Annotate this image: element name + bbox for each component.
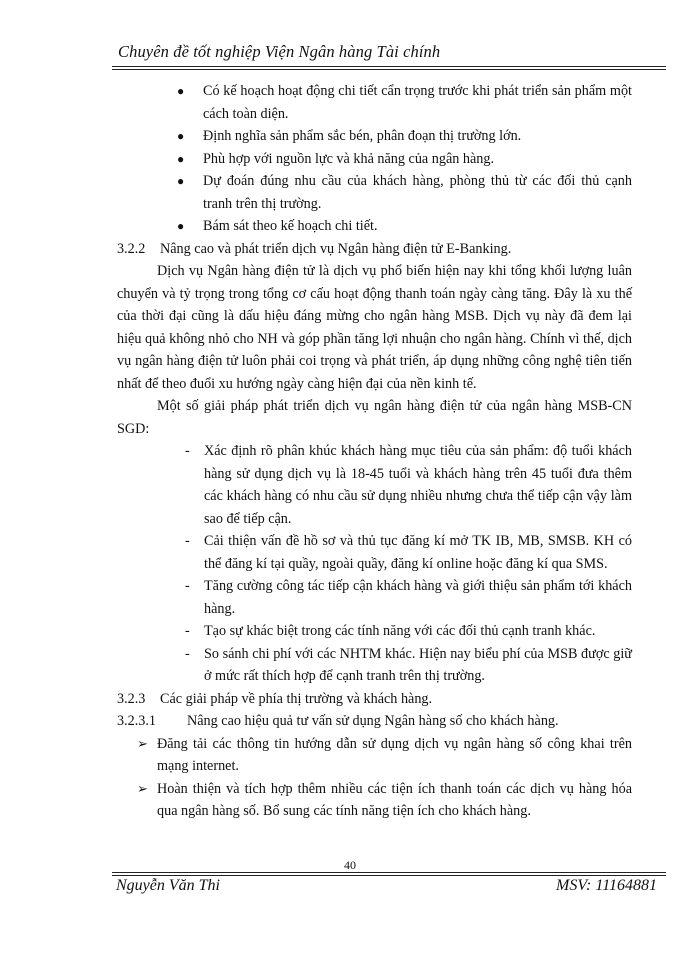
bullet-item: ● Định nghĩa sản phẩm sắc bén, phân đoạn thị trường lớn. — [164, 125, 632, 148]
page-number: 40 — [344, 858, 356, 872]
bullet-item: ● Bám sát theo kế hoạch chi tiết. — [164, 215, 632, 238]
section-heading-3-2-3: 3.2.3 Các giải pháp về phía thị trường và khách hàng. — [117, 690, 433, 707]
dash-item: - So sánh chi phí với các NHTM khác. Hiện nay biểu phí của MSB được giữ ở mức rất thích hợp để cạnh tranh trên thị trường. — [185, 643, 632, 688]
section-heading-3-2-3-1: 3.2.3.1 Nâng cao hiệu quả tư vấn sử dụng Ngân hàng số cho khách hàng. — [117, 713, 559, 729]
header-rule-top — [112, 66, 666, 67]
page-header-title: Chuyên đề tốt nghiệp Viện Ngân hàng Tài chính — [118, 42, 441, 61]
bullet-dot-icon: ● — [177, 174, 185, 188]
footer-author: Nguyễn Văn Thi — [116, 877, 220, 894]
dash-item: - Tạo sự khác biệt trong các tính năng với các đối thủ cạnh tranh khác. — [185, 620, 632, 643]
arrow-right-icon: ➢ — [137, 780, 148, 796]
bullet-dot-icon: ● — [177, 129, 185, 143]
footer-rule-top — [112, 872, 666, 873]
paragraph: Một số giải pháp phát triển dịch vụ ngân hàng điện tử của ngân hàng MSB-CN SGD: — [117, 398, 632, 437]
arrow-item: ➢ Hoàn thiện và tích hợp thêm nhiều các tiện ích thanh toán các dịch vụ hàng hóa qua ngân hàng số. Bổ sung các tính năng tiện ích cho khách hàng. — [137, 778, 632, 823]
bullet-item: ● Phù hợp với nguồn lực và khả năng của ngân hàng. — [164, 148, 632, 171]
bullet-dot-icon: ● — [177, 151, 185, 166]
dash-icon: - — [185, 533, 190, 549]
dash-icon: - — [185, 443, 190, 459]
dash-item: - Xác định rõ phân khúc khách hàng mục tiêu của sản phẩm: độ tuổi khách hàng sử dụng dịch vụ là 18-45 tuổi và khách hàng trên 45 tuổi đưa thêm các khách hàng có nhu cầu sử dụng nhiều nhưng chưa thể tiếp cận vậy làm sao để tiếp cận. — [185, 440, 632, 530]
dash-icon: - — [185, 623, 190, 639]
body-content — [117, 80, 632, 823]
dash-icon: - — [185, 578, 190, 594]
paragraph: Dịch vụ Ngân hàng điện tử là dịch vụ phổ biến hiện nay khi tổng khối lượng luân chuyển và tỷ trọng trong tổng cơ cấu hoạt động thanh toán ngày càng tăng. Đây là xu thế của thời đại cũng là dấu hiệu đáng mừng cho ngân hàng MSB. Dịch vụ này đã đem lại hiệu quả không nhỏ cho NH và góp phần tăng lợi nhuận cho ngân hàng. Chính vì thế, dịch vụ ngân hàng điện tử luôn phải coi trọng và phát triển, áp dụng những công nghệ tiên tiến nhất để theo đuổi xu hướng ngày càng hiện đại của nền kinh tế. — [117, 263, 632, 392]
section-heading-3-2-2: 3.2.2 Nâng cao và phát triển dịch vụ Ngân hàng điện tử E-Banking. — [117, 240, 512, 257]
arrow-right-icon: ➢ — [137, 735, 148, 751]
bullet-dot-icon: ● — [177, 219, 185, 233]
dash-item: - Tăng cường công tác tiếp cận khách hàng và giới thiệu sản phẩm tới khách hàng. — [185, 575, 632, 620]
bullet-item: ● Có kế hoạch hoạt động chi tiết cẩn trọng trước khi phát triển sản phẩm một cách toàn diện. — [164, 80, 632, 125]
header-rule-bottom — [112, 69, 666, 70]
dash-item: - Cải thiện vấn đề hồ sơ và thủ tục đăng kí mở TK IB, MB, SMSB. KH có thể đăng kí tại quầy, ngoài quầy, đăng kí online hoặc đăng kí qua SMS. — [185, 530, 632, 575]
dash-icon: - — [185, 645, 190, 662]
footer-student-id: MSV: 11164881 — [555, 877, 657, 894]
bullet-item: ● Dự đoán đúng nhu cầu của khách hàng, phòng thủ từ các đối thủ cạnh tranh trên thị trường. — [164, 170, 632, 215]
arrow-item: ➢ Đăng tải các thông tin hướng dẫn sử dụng dịch vụ ngân hàng số công khai trên mạng internet. — [137, 733, 632, 778]
footer-rule-bottom — [112, 875, 666, 876]
bullet-dot-icon: ● — [177, 84, 185, 98]
